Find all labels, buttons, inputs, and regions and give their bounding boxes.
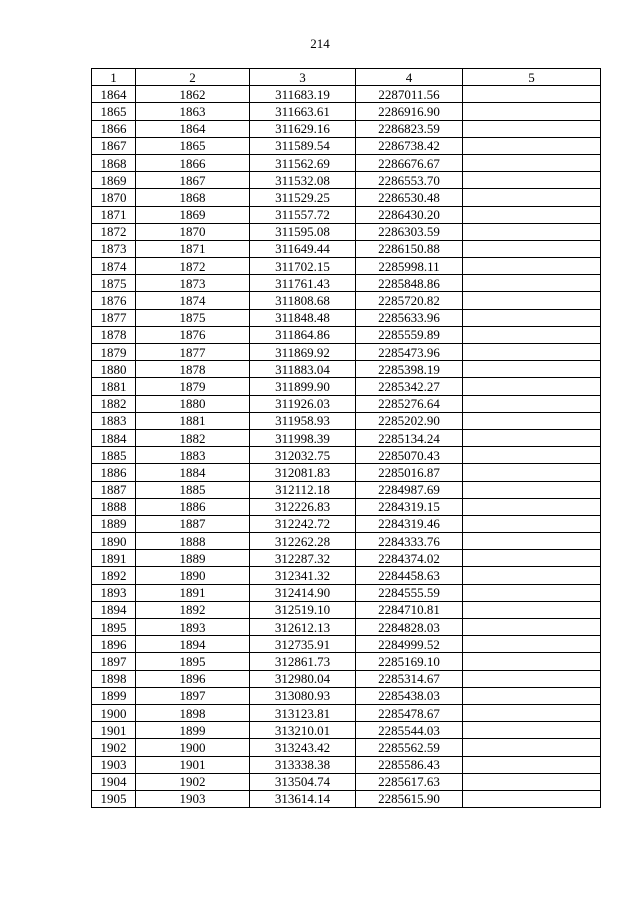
cell-x-coordinate: 312861.73 <box>250 653 356 670</box>
cell-point-number: 1873 <box>92 240 136 257</box>
cell-reference-number: 1883 <box>136 447 250 464</box>
cell-y-coordinate: 2286823.59 <box>356 120 463 137</box>
cell-point-number: 1877 <box>92 309 136 326</box>
cell-reference-number: 1877 <box>136 344 250 361</box>
table-row <box>92 447 601 464</box>
cell-point-number: 1874 <box>92 258 136 275</box>
cell-x-coordinate: 311848.48 <box>250 309 356 326</box>
table-row <box>92 722 601 739</box>
table-row <box>92 189 601 206</box>
cell-reference-number: 1868 <box>136 189 250 206</box>
cell-reference-number: 1898 <box>136 704 250 721</box>
cell-point-number: 1900 <box>92 704 136 721</box>
table-row <box>92 309 601 326</box>
cell-y-coordinate: 2284319.15 <box>356 498 463 515</box>
page-number: 214 <box>310 36 330 51</box>
cell-point-number: 1882 <box>92 395 136 412</box>
cell-note <box>463 687 601 704</box>
cell-y-coordinate: 2285438.03 <box>356 687 463 704</box>
cell-note <box>463 326 601 343</box>
cell-note <box>463 189 601 206</box>
cell-note <box>463 481 601 498</box>
cell-note <box>463 275 601 292</box>
cell-point-number: 1876 <box>92 292 136 309</box>
table-row <box>92 137 601 154</box>
table-row <box>92 498 601 515</box>
cell-reference-number: 1881 <box>136 412 250 429</box>
cell-note <box>463 739 601 756</box>
cell-y-coordinate: 2286150.88 <box>356 240 463 257</box>
cell-reference-number: 1885 <box>136 481 250 498</box>
cell-y-coordinate: 2284374.02 <box>356 550 463 567</box>
cell-y-coordinate: 2285398.19 <box>356 361 463 378</box>
cell-x-coordinate: 313338.38 <box>250 756 356 773</box>
cell-point-number: 1892 <box>92 567 136 584</box>
table-row <box>92 292 601 309</box>
table-row <box>92 103 601 120</box>
cell-point-number: 1875 <box>92 275 136 292</box>
cell-point-number: 1872 <box>92 223 136 240</box>
table-row <box>92 756 601 773</box>
cell-note <box>463 258 601 275</box>
cell-reference-number: 1871 <box>136 240 250 257</box>
cell-note <box>463 447 601 464</box>
cell-reference-number: 1892 <box>136 601 250 618</box>
cell-y-coordinate: 2285615.90 <box>356 790 463 807</box>
cell-reference-number: 1870 <box>136 223 250 240</box>
cell-x-coordinate: 311958.93 <box>250 412 356 429</box>
table-row <box>92 773 601 790</box>
cell-point-number: 1904 <box>92 773 136 790</box>
cell-note <box>463 240 601 257</box>
cell-point-number: 1879 <box>92 344 136 361</box>
table-row <box>92 326 601 343</box>
cell-y-coordinate: 2284458.63 <box>356 567 463 584</box>
cell-y-coordinate: 2285478.67 <box>356 704 463 721</box>
cell-y-coordinate: 2284828.03 <box>356 619 463 636</box>
cell-y-coordinate: 2285544.03 <box>356 722 463 739</box>
cell-reference-number: 1866 <box>136 154 250 171</box>
table-row <box>92 601 601 618</box>
cell-reference-number: 1897 <box>136 687 250 704</box>
cell-y-coordinate: 2284319.46 <box>356 515 463 532</box>
cell-note <box>463 361 601 378</box>
cell-point-number: 1887 <box>92 481 136 498</box>
cell-y-coordinate: 2286553.70 <box>356 172 463 189</box>
table-row <box>92 619 601 636</box>
table-row <box>92 258 601 275</box>
cell-note <box>463 567 601 584</box>
cell-x-coordinate: 312081.83 <box>250 464 356 481</box>
cell-point-number: 1890 <box>92 533 136 550</box>
cell-x-coordinate: 312112.18 <box>250 481 356 498</box>
cell-reference-number: 1889 <box>136 550 250 567</box>
cell-y-coordinate: 2285586.43 <box>356 756 463 773</box>
cell-y-coordinate: 2285720.82 <box>356 292 463 309</box>
cell-x-coordinate: 311663.61 <box>250 103 356 120</box>
table-header <box>92 69 601 86</box>
cell-x-coordinate: 311808.68 <box>250 292 356 309</box>
cell-reference-number: 1882 <box>136 429 250 446</box>
cell-reference-number: 1895 <box>136 653 250 670</box>
table-row <box>92 172 601 189</box>
cell-point-number: 1893 <box>92 584 136 601</box>
cell-point-number: 1871 <box>92 206 136 223</box>
cell-note <box>463 619 601 636</box>
cell-x-coordinate: 311589.54 <box>250 137 356 154</box>
cell-note <box>463 550 601 567</box>
cell-x-coordinate: 312226.83 <box>250 498 356 515</box>
cell-y-coordinate: 2284333.76 <box>356 533 463 550</box>
cell-x-coordinate: 311562.69 <box>250 154 356 171</box>
cell-note <box>463 601 601 618</box>
cell-reference-number: 1891 <box>136 584 250 601</box>
cell-x-coordinate: 313243.42 <box>250 739 356 756</box>
cell-y-coordinate: 2285169.10 <box>356 653 463 670</box>
cell-point-number: 1889 <box>92 515 136 532</box>
cell-reference-number: 1894 <box>136 636 250 653</box>
cell-note <box>463 636 601 653</box>
table-row <box>92 412 601 429</box>
cell-point-number: 1864 <box>92 86 136 103</box>
table-row <box>92 567 601 584</box>
cell-reference-number: 1864 <box>136 120 250 137</box>
cell-x-coordinate: 311761.43 <box>250 275 356 292</box>
table-row <box>92 515 601 532</box>
cell-x-coordinate: 311529.25 <box>250 189 356 206</box>
cell-reference-number: 1880 <box>136 395 250 412</box>
table-row <box>92 275 601 292</box>
table-row <box>92 86 601 103</box>
cell-point-number: 1865 <box>92 103 136 120</box>
cell-reference-number: 1899 <box>136 722 250 739</box>
cell-x-coordinate: 313123.81 <box>250 704 356 721</box>
table-row <box>92 790 601 807</box>
table-row <box>92 481 601 498</box>
cell-point-number: 1891 <box>92 550 136 567</box>
table-row <box>92 120 601 137</box>
cell-x-coordinate: 312735.91 <box>250 636 356 653</box>
cell-y-coordinate: 2286738.42 <box>356 137 463 154</box>
cell-x-coordinate: 313504.74 <box>250 773 356 790</box>
table-body <box>92 86 601 808</box>
cell-x-coordinate: 312032.75 <box>250 447 356 464</box>
cell-point-number: 1881 <box>92 378 136 395</box>
cell-note <box>463 344 601 361</box>
cell-x-coordinate: 312519.10 <box>250 601 356 618</box>
cell-x-coordinate: 313080.93 <box>250 687 356 704</box>
cell-note <box>463 309 601 326</box>
cell-reference-number: 1902 <box>136 773 250 790</box>
header-cell-4: 4 <box>356 69 463 86</box>
cell-x-coordinate: 311998.39 <box>250 429 356 446</box>
cell-point-number: 1880 <box>92 361 136 378</box>
cell-reference-number: 1890 <box>136 567 250 584</box>
table-row <box>92 395 601 412</box>
cell-point-number: 1894 <box>92 601 136 618</box>
cell-y-coordinate: 2285559.89 <box>356 326 463 343</box>
cell-reference-number: 1886 <box>136 498 250 515</box>
cell-y-coordinate: 2286676.67 <box>356 154 463 171</box>
header-row <box>92 69 601 86</box>
cell-note <box>463 653 601 670</box>
cell-point-number: 1878 <box>92 326 136 343</box>
cell-y-coordinate: 2285070.43 <box>356 447 463 464</box>
cell-reference-number: 1875 <box>136 309 250 326</box>
cell-reference-number: 1903 <box>136 790 250 807</box>
cell-point-number: 1883 <box>92 412 136 429</box>
cell-y-coordinate: 2285998.11 <box>356 258 463 275</box>
cell-y-coordinate: 2285276.64 <box>356 395 463 412</box>
cell-y-coordinate: 2286430.20 <box>356 206 463 223</box>
cell-y-coordinate: 2286303.59 <box>356 223 463 240</box>
cell-y-coordinate: 2287011.56 <box>356 86 463 103</box>
cell-x-coordinate: 312414.90 <box>250 584 356 601</box>
cell-reference-number: 1876 <box>136 326 250 343</box>
cell-x-coordinate: 311532.08 <box>250 172 356 189</box>
cell-point-number: 1869 <box>92 172 136 189</box>
cell-x-coordinate: 311702.15 <box>250 258 356 275</box>
cell-note <box>463 137 601 154</box>
cell-x-coordinate: 311899.90 <box>250 378 356 395</box>
cell-y-coordinate: 2285473.96 <box>356 344 463 361</box>
cell-point-number: 1870 <box>92 189 136 206</box>
cell-x-coordinate: 311649.44 <box>250 240 356 257</box>
cell-reference-number: 1878 <box>136 361 250 378</box>
cell-y-coordinate: 2285202.90 <box>356 412 463 429</box>
cell-point-number: 1898 <box>92 670 136 687</box>
cell-point-number: 1902 <box>92 739 136 756</box>
cell-x-coordinate: 311629.16 <box>250 120 356 137</box>
cell-y-coordinate: 2285617.63 <box>356 773 463 790</box>
cell-y-coordinate: 2284710.81 <box>356 601 463 618</box>
cell-note <box>463 756 601 773</box>
cell-note <box>463 464 601 481</box>
cell-x-coordinate: 311557.72 <box>250 206 356 223</box>
cell-point-number: 1888 <box>92 498 136 515</box>
cell-y-coordinate: 2284999.52 <box>356 636 463 653</box>
cell-note <box>463 223 601 240</box>
cell-note <box>463 395 601 412</box>
cell-reference-number: 1863 <box>136 103 250 120</box>
cell-note <box>463 584 601 601</box>
cell-y-coordinate: 2285848.86 <box>356 275 463 292</box>
cell-note <box>463 533 601 550</box>
cell-note <box>463 378 601 395</box>
table-row <box>92 653 601 670</box>
cell-x-coordinate: 312341.32 <box>250 567 356 584</box>
cell-note <box>463 790 601 807</box>
header-cell-1: 1 <box>92 69 136 86</box>
cell-reference-number: 1887 <box>136 515 250 532</box>
cell-reference-number: 1862 <box>136 86 250 103</box>
cell-note <box>463 670 601 687</box>
cell-note <box>463 412 601 429</box>
table-row <box>92 344 601 361</box>
cell-reference-number: 1901 <box>136 756 250 773</box>
cell-note <box>463 172 601 189</box>
cell-y-coordinate: 2285342.27 <box>356 378 463 395</box>
cell-note <box>463 103 601 120</box>
cell-x-coordinate: 312980.04 <box>250 670 356 687</box>
cell-point-number: 1897 <box>92 653 136 670</box>
cell-point-number: 1896 <box>92 636 136 653</box>
cell-note <box>463 429 601 446</box>
cell-x-coordinate: 312612.13 <box>250 619 356 636</box>
cell-x-coordinate: 312262.28 <box>250 533 356 550</box>
cell-point-number: 1905 <box>92 790 136 807</box>
cell-y-coordinate: 2285016.87 <box>356 464 463 481</box>
header-cell-3: 3 <box>250 69 356 86</box>
cell-reference-number: 1879 <box>136 378 250 395</box>
coordinates-table <box>91 68 601 808</box>
cell-note <box>463 292 601 309</box>
cell-x-coordinate: 311864.86 <box>250 326 356 343</box>
table-row <box>92 361 601 378</box>
cell-point-number: 1886 <box>92 464 136 481</box>
table-row <box>92 429 601 446</box>
cell-x-coordinate: 312287.32 <box>250 550 356 567</box>
cell-y-coordinate: 2285562.59 <box>356 739 463 756</box>
cell-point-number: 1884 <box>92 429 136 446</box>
cell-x-coordinate: 311595.08 <box>250 223 356 240</box>
cell-reference-number: 1896 <box>136 670 250 687</box>
cell-note <box>463 515 601 532</box>
cell-x-coordinate: 313210.01 <box>250 722 356 739</box>
table-row <box>92 206 601 223</box>
cell-reference-number: 1865 <box>136 137 250 154</box>
cell-point-number: 1885 <box>92 447 136 464</box>
cell-reference-number: 1873 <box>136 275 250 292</box>
cell-y-coordinate: 2285314.67 <box>356 670 463 687</box>
cell-x-coordinate: 312242.72 <box>250 515 356 532</box>
cell-note <box>463 154 601 171</box>
header-cell-5: 5 <box>463 69 601 86</box>
cell-reference-number: 1900 <box>136 739 250 756</box>
cell-point-number: 1899 <box>92 687 136 704</box>
cell-point-number: 1866 <box>92 120 136 137</box>
cell-note <box>463 722 601 739</box>
cell-note <box>463 206 601 223</box>
table-row <box>92 687 601 704</box>
table-row <box>92 704 601 721</box>
table-row <box>92 584 601 601</box>
cell-point-number: 1903 <box>92 756 136 773</box>
cell-note <box>463 498 601 515</box>
cell-reference-number: 1872 <box>136 258 250 275</box>
table-row <box>92 240 601 257</box>
table-row <box>92 154 601 171</box>
cell-point-number: 1901 <box>92 722 136 739</box>
cell-note <box>463 86 601 103</box>
cell-x-coordinate: 311869.92 <box>250 344 356 361</box>
cell-note <box>463 120 601 137</box>
cell-reference-number: 1884 <box>136 464 250 481</box>
table-row <box>92 464 601 481</box>
table-row <box>92 636 601 653</box>
cell-y-coordinate: 2284555.59 <box>356 584 463 601</box>
cell-y-coordinate: 2285134.24 <box>356 429 463 446</box>
cell-note <box>463 704 601 721</box>
table-row <box>92 670 601 687</box>
cell-reference-number: 1874 <box>136 292 250 309</box>
cell-reference-number: 1888 <box>136 533 250 550</box>
cell-point-number: 1868 <box>92 154 136 171</box>
cell-note <box>463 773 601 790</box>
cell-y-coordinate: 2285633.96 <box>356 309 463 326</box>
cell-y-coordinate: 2286916.90 <box>356 103 463 120</box>
cell-reference-number: 1893 <box>136 619 250 636</box>
table-row <box>92 550 601 567</box>
table-row <box>92 378 601 395</box>
cell-x-coordinate: 311926.03 <box>250 395 356 412</box>
cell-y-coordinate: 2286530.48 <box>356 189 463 206</box>
cell-point-number: 1867 <box>92 137 136 154</box>
table-row <box>92 223 601 240</box>
cell-point-number: 1895 <box>92 619 136 636</box>
cell-x-coordinate: 311883.04 <box>250 361 356 378</box>
table-row <box>92 533 601 550</box>
table-row <box>92 739 601 756</box>
cell-reference-number: 1869 <box>136 206 250 223</box>
cell-y-coordinate: 2284987.69 <box>356 481 463 498</box>
cell-x-coordinate: 311683.19 <box>250 86 356 103</box>
cell-reference-number: 1867 <box>136 172 250 189</box>
header-cell-2: 2 <box>136 69 250 86</box>
cell-x-coordinate: 313614.14 <box>250 790 356 807</box>
